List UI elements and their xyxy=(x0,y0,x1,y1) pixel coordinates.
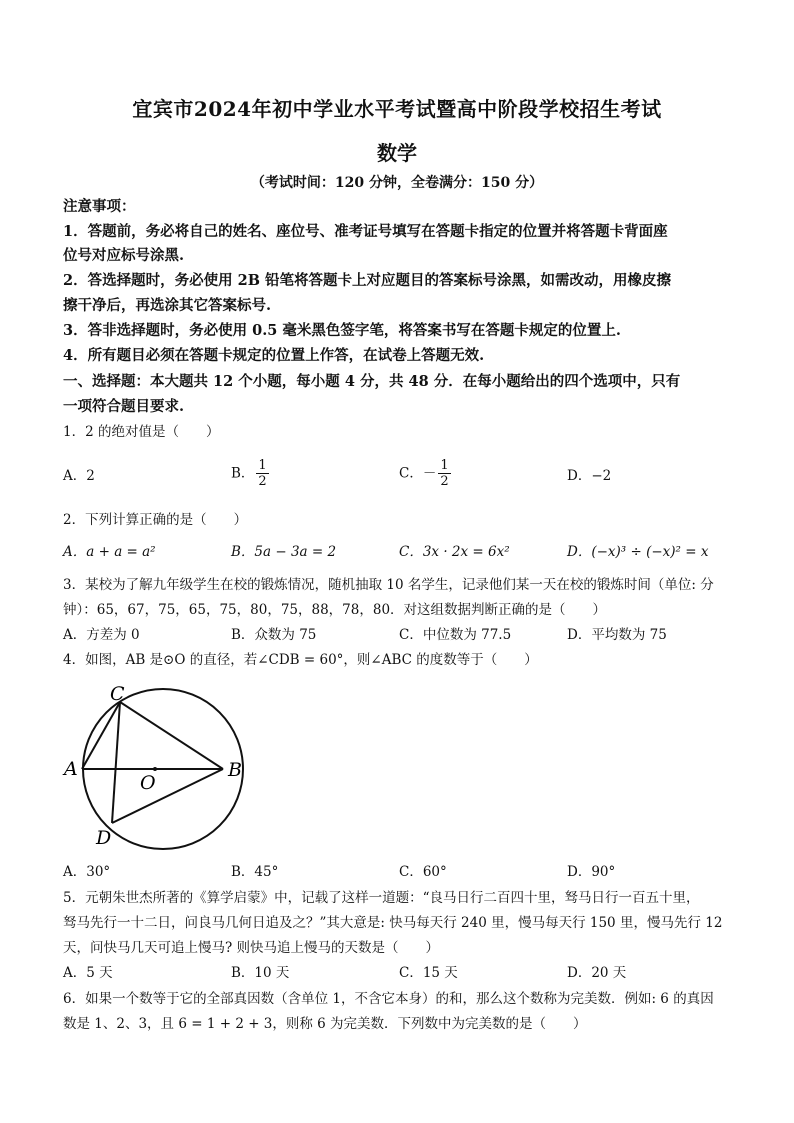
point-label-a: A xyxy=(64,758,78,780)
question-5-stem: 驽马先行一十二日，问良马几何日追及之？”其大意是: 快马每天行 240 里，慢马每天行 150 里，慢马先行 12 xyxy=(63,915,723,931)
q1-option-b-prefix: B． xyxy=(231,465,255,482)
question-5-stem: 天，问快马几天可追上慢马? 则快马追上慢马的天数是（ ） xyxy=(63,940,440,956)
fraction-numerator: 1 xyxy=(258,458,267,473)
chord-cd xyxy=(112,702,120,823)
question-6-stem: 6．如果一个数等于它的全部真因数（含单位 1，不含它本身）的和，那么这个数称为完美数．例如: 6 的真因 xyxy=(63,991,714,1007)
q5-option-d: D．20 天 xyxy=(567,965,627,981)
point-label-c: C xyxy=(110,683,125,705)
q5-option-b: B．10 天 xyxy=(231,965,290,981)
q4-option-b: B．45° xyxy=(231,864,279,880)
q1-option-c-fraction xyxy=(438,458,450,489)
question-5-stem: 5．元朝朱世杰所著的《算学启蒙》中，记载了这样一道题：“良马日行二百四十里，驽马日行一百五十里， xyxy=(63,890,700,906)
notice-line: 2．答选择题时，务必使用 2B 铅笔将答题卡上对应题目的答案标号涂黑，如需改动，用橡皮擦 xyxy=(63,272,672,289)
fraction-numerator: 1 xyxy=(440,458,449,473)
chord-db xyxy=(112,769,223,823)
notice-line: 1．答题前，务必将自己的姓名、座位号、准考证号填写在答题卡指定的位置并将答题卡背面座 xyxy=(63,223,668,240)
subject-title: 数学 xyxy=(377,141,417,165)
q5-option-a: A．5 天 xyxy=(63,965,113,981)
center-point-o xyxy=(153,767,157,771)
fraction-denominator: 2 xyxy=(258,474,267,489)
q1-option-b xyxy=(231,458,269,489)
q3-option-c: C．中位数为 77.5 xyxy=(399,627,512,643)
question-2-stem: 2．下列计算正确的是（ ） xyxy=(63,512,248,528)
q1-option-b-fraction xyxy=(256,458,268,489)
q3-option-b: B．众数为 75 xyxy=(231,627,317,643)
notice-line: 4．所有题目必须在答题卡规定的位置上作答，在试卷上答题无效. xyxy=(63,347,485,364)
question-6-stem: 数是 1、2、3，且 6 = 1 + 2 + 3，则称 6 为完美数．下列数中为完美数的是（ ） xyxy=(63,1016,587,1032)
notice-heading: 注意事项： xyxy=(63,198,136,215)
q1-option-c-prefix: C．－ xyxy=(399,465,437,482)
question-3-stem: 3．某校为了解九年级学生在校的锻炼情况，随机抽取 10 名学生，记录他们某一天在校的锻炼时间（单位: 分 xyxy=(63,577,714,593)
notice-line: 3．答非选择题时，务必使用 0.5 毫米黑色签字笔，将答案书写在答题卡规定的位置上. xyxy=(63,322,621,339)
notice-line: 擦干净后，再选涂其它答案标号. xyxy=(63,297,272,314)
question-1-stem: 1．2 的绝对值是（ ） xyxy=(63,424,220,440)
fraction-denominator: 2 xyxy=(440,474,449,489)
q3-option-d: D．平均数为 75 xyxy=(567,627,667,643)
q1-option-a: A．2 xyxy=(63,468,95,484)
question-3-stem: 钟）：65，67，75，65，75，80，75，88，78，80．对这组数据判断正确的是（ ） xyxy=(63,602,607,618)
question-4-stem: 4．如图，AB 是⊙O 的直径，若∠CDB = 60°，则∠ABC 的度数等于（ ） xyxy=(63,652,538,668)
q2-option-c: C．3x · 2x = 6x² xyxy=(399,544,510,560)
point-label-o: O xyxy=(140,772,156,794)
q4-option-c: C．60° xyxy=(399,864,447,880)
q4-option-a: A．30° xyxy=(63,864,111,880)
section-heading: 一、选择题：本大题共 12 个小题，每小题 4 分，共 48 分．在每小题给出的四个选项中，只有 xyxy=(63,373,681,390)
q1-option-d: D．−2 xyxy=(567,468,612,484)
exam-time-note: （考试时间：120 分钟，全卷满分：150 分） xyxy=(250,175,544,191)
q1-option-c xyxy=(399,458,451,489)
notice-line: 位号对应标号涂黑. xyxy=(63,247,185,264)
circle-geometry-figure xyxy=(60,683,260,858)
q2-option-d: D．(−x)³ ÷ (−x)² = x xyxy=(567,544,709,560)
point-label-b: B xyxy=(228,759,242,781)
q2-option-a: A．a + a = a² xyxy=(63,544,156,560)
exam-title: 宜宾市2024年初中学业水平考试暨高中阶段学校招生考试 xyxy=(132,97,662,121)
chord-ac xyxy=(82,702,120,769)
q2-option-b: B．5a − 3a = 2 xyxy=(231,544,337,560)
point-label-d: D xyxy=(96,827,112,849)
q5-option-c: C．15 天 xyxy=(399,965,458,981)
q3-option-a: A．方差为 0 xyxy=(63,627,140,643)
q4-option-d: D．90° xyxy=(567,864,616,880)
chord-cb xyxy=(120,702,223,769)
section-heading: 一项符合题目要求. xyxy=(63,398,185,415)
